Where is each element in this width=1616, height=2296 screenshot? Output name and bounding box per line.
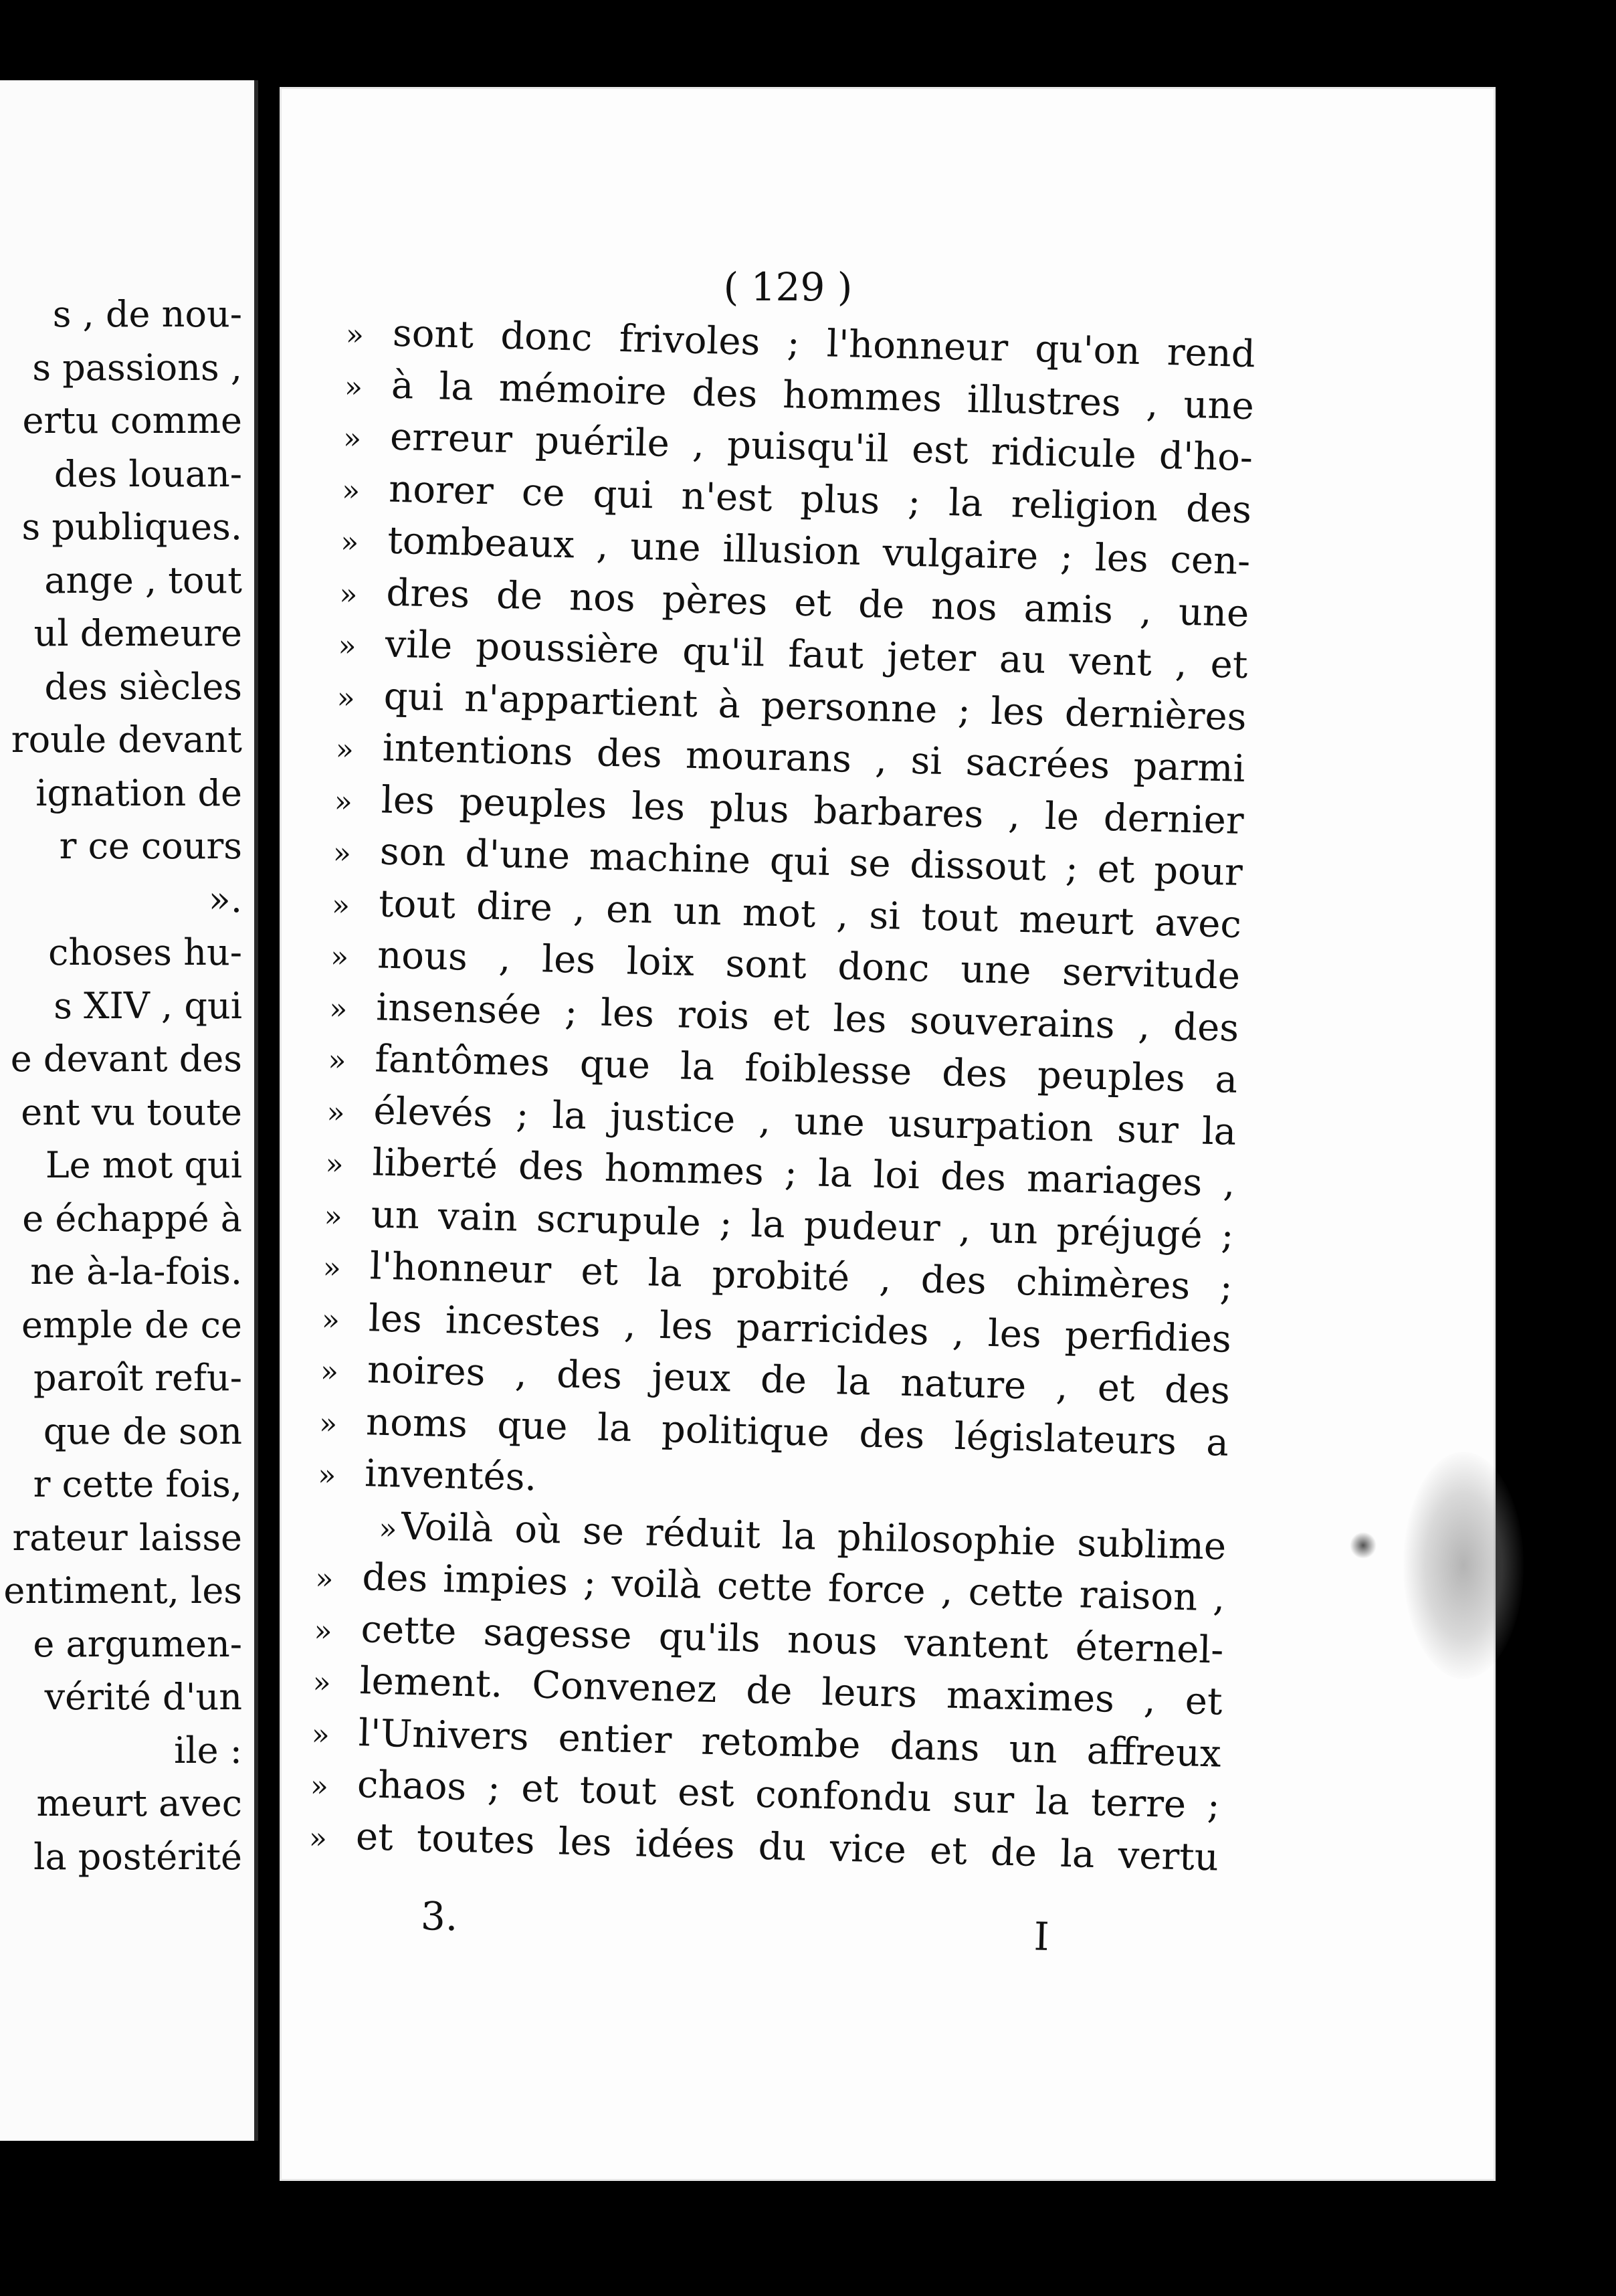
left-page-line: vérité d'un — [44, 1676, 242, 1718]
left-page-line: des siècles — [44, 665, 242, 708]
line-text: élevés ; la justice , une usurpation sur la — [373, 1088, 1237, 1154]
left-page-line: des louan- — [54, 452, 242, 495]
quotation-mark: » — [322, 1250, 342, 1286]
main-text-block — [308, 306, 1255, 1884]
left-page-line: e échappé à — [22, 1197, 242, 1240]
line-text: les incestes , les parricides , les perfidies — [368, 1296, 1232, 1361]
left-page-line: Le mot qui — [45, 1144, 242, 1186]
line-text: nous , les loix sont donc une servitude — [377, 933, 1241, 998]
quotation-mark: » — [314, 1613, 333, 1648]
left-page-line: s publiques. — [21, 506, 242, 548]
quotation-mark: » — [331, 888, 350, 923]
left-page-line: roule devant — [11, 719, 242, 761]
quotation-mark: » — [308, 1820, 328, 1856]
line-text: inventés. — [364, 1452, 538, 1500]
left-page-line: s , de nou- — [52, 293, 242, 335]
left-page-line: s XIV , qui — [54, 984, 242, 1027]
quotation-mark: » — [336, 680, 356, 715]
quotation-mark: » — [314, 1561, 334, 1597]
left-page-line: r ce cours — [59, 825, 242, 867]
left-page-line: ne à-la-fois. — [30, 1250, 242, 1293]
line-text: à la mémoire des hommes illustres , une — [391, 363, 1255, 428]
line-text: tombeaux , une illusion vulgaire ; les cen- — [387, 518, 1251, 584]
quotation-mark: » — [326, 1095, 346, 1130]
line-text: dres de nos pères et de nos amis , une — [385, 571, 1249, 636]
left-page-line: r cette fois, — [33, 1463, 242, 1505]
quotation-mark: » — [335, 732, 355, 767]
signature-mark: 3. — [420, 1893, 459, 1940]
page-number-header: ( 129 ) — [723, 264, 853, 310]
line-text: des impies ; voilà cette force , cette raison , — [361, 1555, 1226, 1620]
line-text: Voilà où se réduit la philosophie sublime — [400, 1505, 1227, 1569]
left-page-line: ange , tout — [44, 559, 242, 601]
left-page-line: ignation de — [35, 771, 242, 814]
line-text: fantômes que la foiblesse des peuples a — [374, 1037, 1238, 1102]
line-text: un vain scrupule ; la pudeur , un préjugé ; — [371, 1192, 1235, 1258]
left-page-line: ertu comme — [22, 399, 242, 442]
line-text: erreur puérile , puisqu'il est ridicule d'ho- — [389, 415, 1253, 480]
line-text: tout dire , en un mot , si tout meurt avec — [378, 881, 1242, 947]
left-page-line: ile : — [174, 1729, 242, 1772]
line-text: intentions des mourans , si sacrées parmi — [382, 726, 1246, 791]
left-page-line: choses hu- — [48, 931, 242, 973]
line-text: liberté des hommes ; la loi des mariages , — [371, 1141, 1236, 1206]
line-text: l'honneur et la probité , des chimères ; — [369, 1244, 1233, 1309]
quotation-mark: » — [345, 317, 365, 353]
left-page-text-fragment — [0, 288, 242, 1883]
line-text: cette sagesse qu'ils nous vantent éternel- — [360, 1607, 1225, 1672]
left-page-line: ul demeure — [33, 612, 242, 654]
quotation-mark: » — [337, 628, 357, 664]
quotation-mark: » — [328, 991, 348, 1026]
quotation-mark: » — [340, 524, 359, 560]
line-text: noms que la politique des législateurs a — [365, 1400, 1229, 1465]
left-page-line: rateur laisse — [12, 1516, 242, 1559]
quotation-mark: » — [332, 836, 352, 871]
line-text: noires , des jeux de la nature , et des — [367, 1348, 1231, 1413]
left-facing-page — [0, 80, 258, 2141]
quotation-mark: » — [344, 369, 363, 405]
water-stain-small — [1350, 1532, 1377, 1559]
left-page-line: ». — [208, 878, 242, 921]
quotation-mark: » — [341, 473, 361, 508]
left-page-line: emple de ce — [21, 1303, 242, 1346]
line-text: les peuples les plus barbares , le dernier — [381, 778, 1245, 843]
quotation-mark: » — [318, 1406, 338, 1441]
quotation-mark: » — [378, 1511, 397, 1546]
left-page-line: paroît refu- — [33, 1357, 242, 1399]
line-text: lement. Convenez de leurs maximes , et — [359, 1659, 1223, 1724]
left-page-line: meurt avec — [36, 1782, 242, 1824]
gathering-mark: I — [1033, 1913, 1050, 1959]
line-text: sont donc frivoles ; l'honneur qu'on rend — [392, 311, 1256, 377]
left-page-line: la postérité — [33, 1835, 242, 1878]
left-page-line: que de son — [43, 1410, 242, 1452]
line-text: chaos ; et tout est confondu sur la terre ; — [357, 1763, 1221, 1828]
quotation-mark: » — [317, 1458, 336, 1493]
quotation-mark: » — [312, 1665, 332, 1701]
quotation-mark: » — [334, 784, 353, 819]
line-text: norer ce qui n'est plus ; la religion des — [388, 467, 1252, 532]
quotation-mark: » — [342, 421, 362, 456]
left-page-line: s passions , — [32, 346, 242, 389]
quotation-mark: » — [330, 939, 349, 975]
line-text: qui n'appartient à personne ; les dernières — [383, 674, 1247, 739]
water-stain — [1403, 1452, 1524, 1679]
left-page-line: e devant des — [10, 1038, 242, 1080]
quotation-mark: » — [310, 1769, 329, 1804]
left-page-line: ent vu toute — [21, 1090, 242, 1133]
left-page-line: entiment, les — [3, 1569, 242, 1612]
quotation-mark: » — [321, 1303, 340, 1337]
quotation-mark: » — [327, 1043, 346, 1078]
quotation-mark: » — [320, 1354, 339, 1390]
line-text: vile poussière qu'il faut jeter au vent , et — [384, 622, 1249, 688]
quotation-mark: » — [324, 1199, 343, 1234]
line-text: insensée ; les rois et les souverains , des — [375, 985, 1239, 1050]
quotation-mark: » — [338, 577, 359, 612]
quotation-mark: » — [325, 1147, 344, 1182]
line-text: l'Univers entier retombe dans un affreux — [358, 1711, 1222, 1776]
left-page-line: e argumen- — [33, 1622, 242, 1665]
quotation-mark: » — [311, 1717, 330, 1752]
line-text: et toutes les idées du vice et de la vertu — [355, 1814, 1219, 1880]
line-text: son d'une machine qui se dissout ; et pour — [379, 830, 1243, 894]
